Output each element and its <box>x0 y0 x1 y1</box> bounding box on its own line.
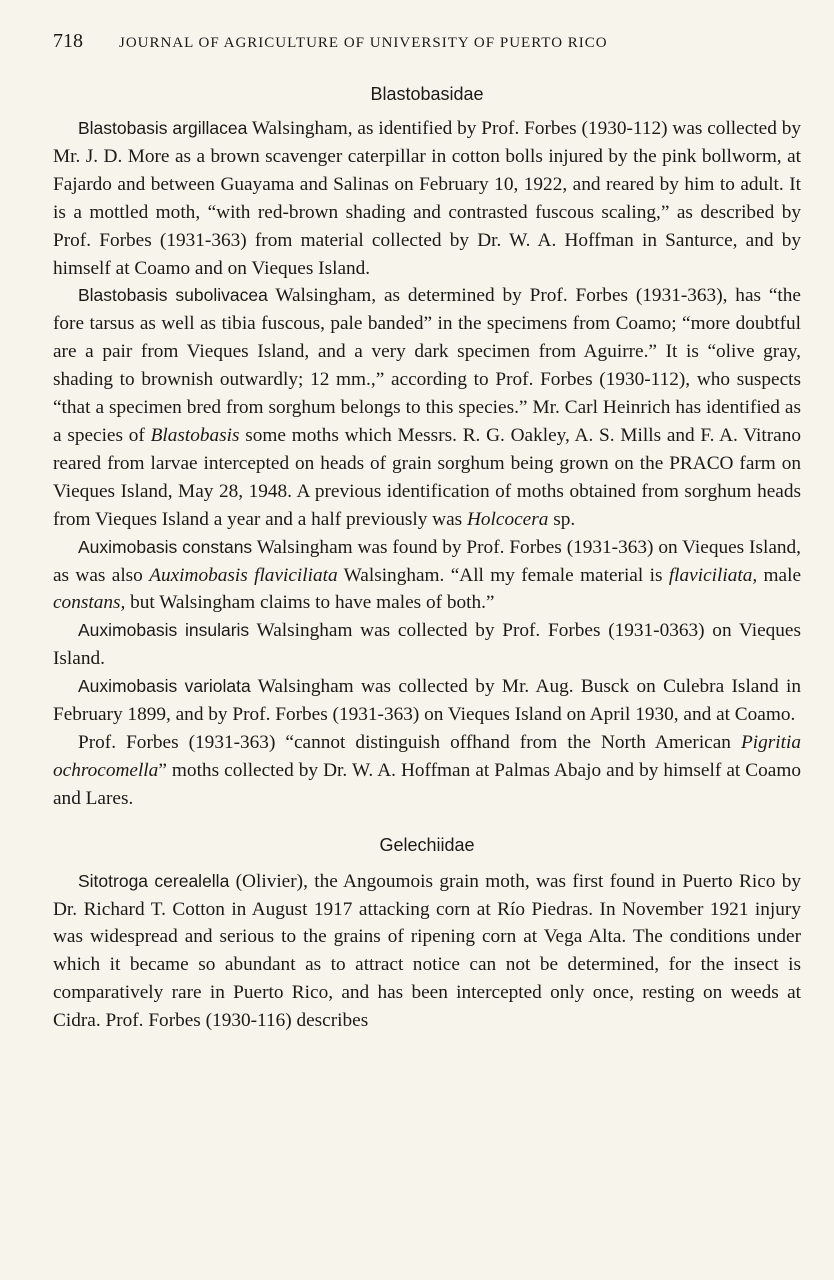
paragraph-text: Walsingham was collected by Prof. Forbes (1931-0363) on Vieques Island. <box>53 620 801 670</box>
paragraph-text: sp. <box>548 508 576 530</box>
italic-species: Auximobasis flaviciliata <box>149 564 338 586</box>
paragraph-blastobasis-subolivacea <box>53 282 801 533</box>
paragraph-text: Walsingham was collected by Mr. Aug. Busck on Culebra Island in February 1899, and by Prof. Forbes (1931-363) on Vieques Island on April 1930, and at Coamo. <box>53 676 801 726</box>
journal-title: JOURNAL OF AGRICULTURE OF UNIVERSITY OF PUERTO RICO <box>119 35 608 51</box>
paragraph-pigritia <box>53 729 801 813</box>
species-name: Blastobasis argillacea <box>78 118 248 138</box>
paragraph-text: ” moths collected by Dr. W. A. Hoffman at Palmas Abajo and by himself at Coamo and Lares. <box>53 759 801 809</box>
paragraph-sitotroga-cerealella <box>53 868 801 1035</box>
paragraph-text: Walsingham. “All my female material is <box>337 564 669 586</box>
species-name: Sitotroga cerealella <box>78 870 230 891</box>
italic-species: flaviciliata, <box>668 564 758 586</box>
italic-species: constans, <box>53 592 126 614</box>
running-head <box>53 30 801 60</box>
paragraph-auximobasis-variolata <box>53 673 801 729</box>
page-body <box>53 30 801 1035</box>
species-name: Auximobasis constans <box>78 536 253 557</box>
page-number: 718 <box>53 30 83 52</box>
paragraph-text: (Olivier), the Angoumois grain moth, was first found in Puerto Rico by Dr. Richard T. Cotton in August 1917 attacking corn at Río Piedras. In November 1921 injury was widespread and serious to the grains of ripening corn at Vega Alta. The conditions under which it became so abundant as to attract notice can not be determined, for the insect is comparatively rare in Puerto Rico, and has been intercepted only once, resting on weeds at Cidra. Prof. Forbes (1930-116) describes <box>53 870 802 1032</box>
italic-genus: Holcocera <box>466 508 549 530</box>
paragraph-text: male <box>757 564 801 586</box>
paragraph-auximobasis-constans <box>53 534 801 618</box>
paragraph-auximobasis-insularis <box>53 617 801 673</box>
paragraph-blastobasis-argillacea <box>53 115 801 282</box>
species-name: Auximobasis insularis <box>78 620 250 641</box>
species-name: Auximobasis variolata <box>78 676 251 697</box>
paragraph-text: Walsingham was found by Prof. Forbes (1931-363) on Vieques Island, as was also <box>53 536 801 586</box>
paragraph-text: Walsingham, as identified by Prof. Forbes (1930-112) was collected by Mr. J. D. More as a brown scavenger caterpillar in cotton bolls injured by the pink bollworm, at Fajardo and between Guayama and Salinas on February 10, 1922, and reared by him to adult. It is a mottled moth, “with red-brown shading and contrasted fuscous scaling,” as described by Prof. Forbes (1931-363) from material collected by Dr. W. A. Hoffman in Santurce, and by himself at Coamo and on Vieques Island. <box>53 118 801 279</box>
section-heading-blastobasidae: Blastobasidae <box>370 84 484 104</box>
species-name: Blastobasis subolivacea <box>78 285 268 306</box>
paragraph-text: Prof. Forbes (1931-363) “cannot distinguish offhand from the North American <box>78 731 741 753</box>
italic-genus: Blastobasis <box>150 424 240 446</box>
section-heading-gelechiidae: Gelechiidae <box>379 834 475 855</box>
paragraph-text: some moths which Messrs. R. G. Oakley, A. S. Mills and F. A. Vitrano reared from larvae intercepted on heads of grain sorghum being grown on the PRACO farm on Vieques Island, May 28, 1948. A previous identification of moths obtained from sorghum heads from Vieques Island a year and a half previously was <box>53 424 802 530</box>
paragraph-text: Walsingham, as determined by Prof. Forbes (1931-363), has “the fore tarsus as well as tibia fuscous, pale banded” in the specimens from Coamo; “more doubtful are a pair from Vieques Island, and a very dark specimen from Aguirre.” It is “olive gray, shading to brownish outwardly; 12 mm.,” according to Prof. Forbes (1930-112), who suspects “that a specimen bred from sorghum belongs to this species.” Mr. Carl Heinrich has identified as a species of <box>53 285 801 446</box>
italic-species: Pigritia ochrocomella <box>53 731 801 781</box>
paragraph-text: but Walsingham claims to have males of both.” <box>125 592 495 614</box>
